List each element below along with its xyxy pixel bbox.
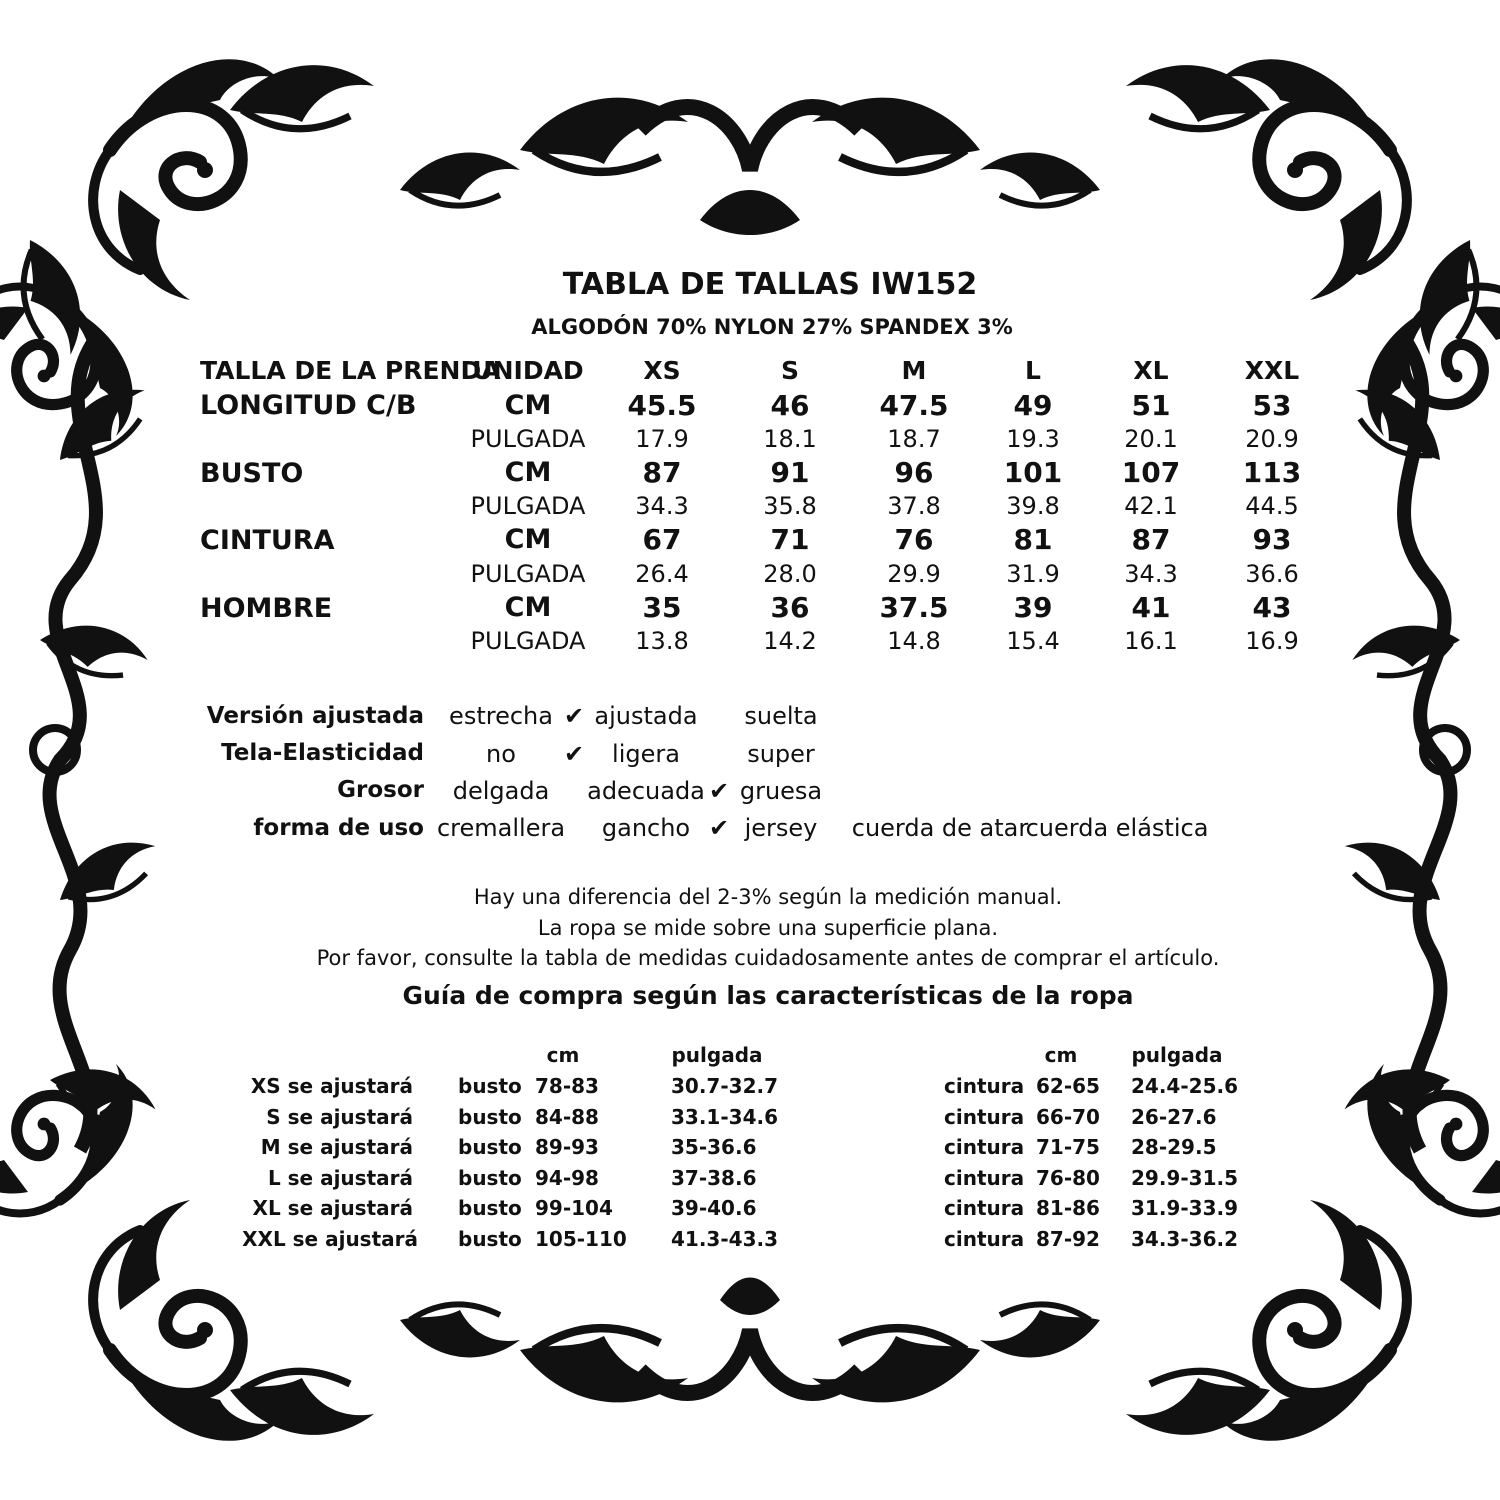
guide-header-inch: pulgada <box>671 1043 763 1067</box>
unit-cm: CM <box>504 592 552 623</box>
guide-header-cm: cm <box>546 1043 580 1067</box>
unit-inch: PULGADA <box>470 492 586 520</box>
value-cm: 37.5 <box>879 591 949 624</box>
guide-bust-cm: 84-88 <box>535 1105 599 1129</box>
unit-cm: CM <box>504 524 552 555</box>
value-cm: 67 <box>642 523 682 556</box>
value-inch: 29.9 <box>887 560 941 588</box>
value-inch: 19.3 <box>1006 425 1060 453</box>
guide-header-cm: cm <box>1044 1043 1078 1067</box>
guide-bust-word: busto <box>458 1196 522 1220</box>
guide-bust-cm: 99-104 <box>535 1196 613 1220</box>
guide-waist-cm: 71-75 <box>1036 1135 1100 1159</box>
value-inch: 35.8 <box>763 492 817 520</box>
frame-top-center-ornament <box>400 98 1100 235</box>
check-icon: ✔ <box>708 777 730 805</box>
attr-option: delgada <box>452 777 550 805</box>
attr-option: estrecha <box>449 702 553 730</box>
value-inch: 16.1 <box>1124 627 1178 655</box>
value-inch: 16.9 <box>1245 627 1299 655</box>
attr-label-elasticity: Tela-Elasticidad <box>221 740 424 766</box>
guide-bust-word: busto <box>458 1166 522 1190</box>
frame-corner-top-right <box>1126 59 1500 436</box>
guide-waist-cm: 76-80 <box>1036 1166 1100 1190</box>
value-cm: 51 <box>1131 389 1171 422</box>
attr-label-fit: Versión ajustada <box>206 703 424 729</box>
value-inch: 14.8 <box>887 627 941 655</box>
guide-waist-word: cintura <box>944 1166 1025 1190</box>
guide-row-label: XS se ajustará <box>250 1074 413 1098</box>
guide-bust-inch: 33.1-34.6 <box>671 1105 778 1129</box>
row-label-waist: CINTURA <box>200 525 335 556</box>
unit-inch: PULGADA <box>470 627 586 655</box>
check-icon: ✔ <box>563 740 585 768</box>
note-line: La ropa se mide sobre una superficie plana. <box>537 916 999 940</box>
value-cm: 53 <box>1252 389 1292 422</box>
row-label-length: LONGITUD C/B <box>200 390 417 421</box>
value-cm: 101 <box>1003 456 1063 489</box>
attr-label-thickness: Grosor <box>337 777 424 803</box>
attr-option-selected: ligera <box>612 740 680 768</box>
value-inch: 39.8 <box>1006 492 1060 520</box>
value-inch: 13.8 <box>635 627 689 655</box>
guide-bust-cm: 89-93 <box>535 1135 599 1159</box>
guide-waist-cm: 81-86 <box>1036 1196 1100 1220</box>
value-inch: 18.7 <box>887 425 941 453</box>
value-inch: 34.3 <box>1124 560 1178 588</box>
header-size-s: S <box>780 356 800 385</box>
frame-bottom-center-ornament <box>400 1278 1100 1403</box>
value-inch: 15.4 <box>1006 627 1060 655</box>
header-garment-size: TALLA DE LA PRENDA <box>200 356 501 385</box>
guide-bust-word: busto <box>458 1074 522 1098</box>
guide-waist-inch: 24.4-25.6 <box>1131 1074 1238 1098</box>
value-cm: 81 <box>1013 523 1053 556</box>
guide-bust-word: busto <box>458 1105 522 1129</box>
frame-right-side <box>1334 340 1467 1150</box>
value-inch: 17.9 <box>635 425 689 453</box>
unit-inch: PULGADA <box>470 560 586 588</box>
guide-waist-word: cintura <box>944 1074 1025 1098</box>
value-inch: 44.5 <box>1245 492 1299 520</box>
guide-waist-inch: 29.9-31.5 <box>1131 1166 1238 1190</box>
guide-row-label: L se ajustará <box>267 1166 413 1190</box>
value-inch: 36.6 <box>1245 560 1299 588</box>
guide-waist-inch: 31.9-33.9 <box>1131 1196 1238 1220</box>
guide-bust-word: busto <box>458 1227 522 1251</box>
attr-option-selected: gruesa <box>739 777 823 805</box>
guide-bust-word: busto <box>458 1135 522 1159</box>
attr-option: cuerda elástica <box>1025 814 1209 842</box>
header-size-xxl: XXL <box>1244 356 1300 385</box>
value-cm: 91 <box>770 456 810 489</box>
attr-option: gancho <box>601 814 691 842</box>
fabric-composition: ALGODÓN 70% NYLON 27% SPANDEX 3% <box>531 315 1013 339</box>
header-size-m: M <box>901 356 927 385</box>
value-cm: 46 <box>770 389 810 422</box>
value-cm: 107 <box>1121 456 1181 489</box>
value-cm: 47.5 <box>879 389 949 422</box>
value-inch: 20.1 <box>1124 425 1178 453</box>
guide-row-label: M se ajustará <box>260 1135 413 1159</box>
attr-label-closure: forma de uso <box>253 815 424 841</box>
attr-option-selected: ajustada <box>594 702 698 730</box>
attr-option: cuerda de atar <box>851 814 1029 842</box>
guide-bust-cm: 94-98 <box>535 1166 599 1190</box>
value-cm: 36 <box>770 591 810 624</box>
value-cm: 35 <box>642 591 682 624</box>
guide-bust-inch: 41.3-43.3 <box>671 1227 778 1251</box>
unit-cm: CM <box>504 390 552 421</box>
value-inch: 34.3 <box>635 492 689 520</box>
guide-waist-word: cintura <box>944 1135 1025 1159</box>
guide-waist-cm: 66-70 <box>1036 1105 1100 1129</box>
row-label-shoulder: HOMBRE <box>200 593 333 624</box>
value-inch: 37.8 <box>887 492 941 520</box>
unit-inch: PULGADA <box>470 425 586 453</box>
attr-option: suelta <box>744 702 818 730</box>
guide-waist-word: cintura <box>944 1105 1025 1129</box>
buying-guide-title: Guía de compra según las características de la ropa <box>402 981 1134 1010</box>
value-cm: 43 <box>1252 591 1292 624</box>
value-cm: 87 <box>642 456 682 489</box>
guide-bust-inch: 37-38.6 <box>671 1166 757 1190</box>
header-size-xs: XS <box>643 356 681 385</box>
guide-waist-inch: 28-29.5 <box>1131 1135 1217 1159</box>
check-icon: ✔ <box>708 814 730 842</box>
value-inch: 14.2 <box>763 627 817 655</box>
guide-waist-cm: 62-65 <box>1036 1074 1100 1098</box>
guide-row-label: XXL se ajustará <box>242 1227 418 1251</box>
attr-option: adecuada <box>587 777 705 805</box>
value-cm: 45.5 <box>627 389 697 422</box>
frame-left-side <box>33 340 166 1150</box>
value-cm: 41 <box>1131 591 1171 624</box>
check-icon: ✔ <box>563 702 585 730</box>
guide-waist-word: cintura <box>944 1227 1025 1251</box>
guide-bust-inch: 35-36.6 <box>671 1135 757 1159</box>
guide-waist-cm: 87-92 <box>1036 1227 1100 1251</box>
guide-header-inch: pulgada <box>1131 1043 1223 1067</box>
attr-option: super <box>747 740 815 768</box>
value-inch: 20.9 <box>1245 425 1299 453</box>
header-size-xl: XL <box>1133 356 1169 385</box>
value-cm: 49 <box>1013 389 1053 422</box>
value-cm: 113 <box>1242 456 1302 489</box>
attr-option: cremallera <box>436 814 566 842</box>
value-inch: 31.9 <box>1006 560 1060 588</box>
guide-bust-cm: 78-83 <box>535 1074 599 1098</box>
header-size-l: L <box>1025 356 1041 385</box>
page-title: TABLA DE TALLAS IW152 <box>562 267 978 302</box>
attr-option: no <box>486 740 516 768</box>
unit-cm: CM <box>504 457 552 488</box>
note-line: Por favor, consulte la tabla de medidas cuidadosamente antes de comprar el artículo. <box>316 946 1220 970</box>
header-unit: UNIDAD <box>472 356 584 385</box>
value-cm: 71 <box>770 523 810 556</box>
attr-option-selected: jersey <box>744 814 818 842</box>
value-cm: 96 <box>894 456 934 489</box>
value-cm: 76 <box>894 523 934 556</box>
guide-waist-inch: 26-27.6 <box>1131 1105 1217 1129</box>
guide-bust-inch: 30.7-32.7 <box>671 1074 778 1098</box>
guide-row-label: XL se ajustará <box>252 1196 413 1220</box>
value-inch: 18.1 <box>763 425 817 453</box>
value-cm: 39 <box>1013 591 1053 624</box>
guide-waist-word: cintura <box>944 1196 1025 1220</box>
guide-waist-inch: 34.3-36.2 <box>1131 1227 1238 1251</box>
value-inch: 42.1 <box>1124 492 1178 520</box>
value-cm: 87 <box>1131 523 1171 556</box>
value-cm: 93 <box>1252 523 1292 556</box>
value-inch: 26.4 <box>635 560 689 588</box>
guide-row-label: S se ajustará <box>266 1105 413 1129</box>
row-label-bust: BUSTO <box>200 458 304 489</box>
guide-bust-inch: 39-40.6 <box>671 1196 757 1220</box>
guide-bust-cm: 105-110 <box>535 1227 627 1251</box>
note-line: Hay una diferencia del 2-3% según la medición manual. <box>473 885 1063 909</box>
value-inch: 28.0 <box>763 560 817 588</box>
